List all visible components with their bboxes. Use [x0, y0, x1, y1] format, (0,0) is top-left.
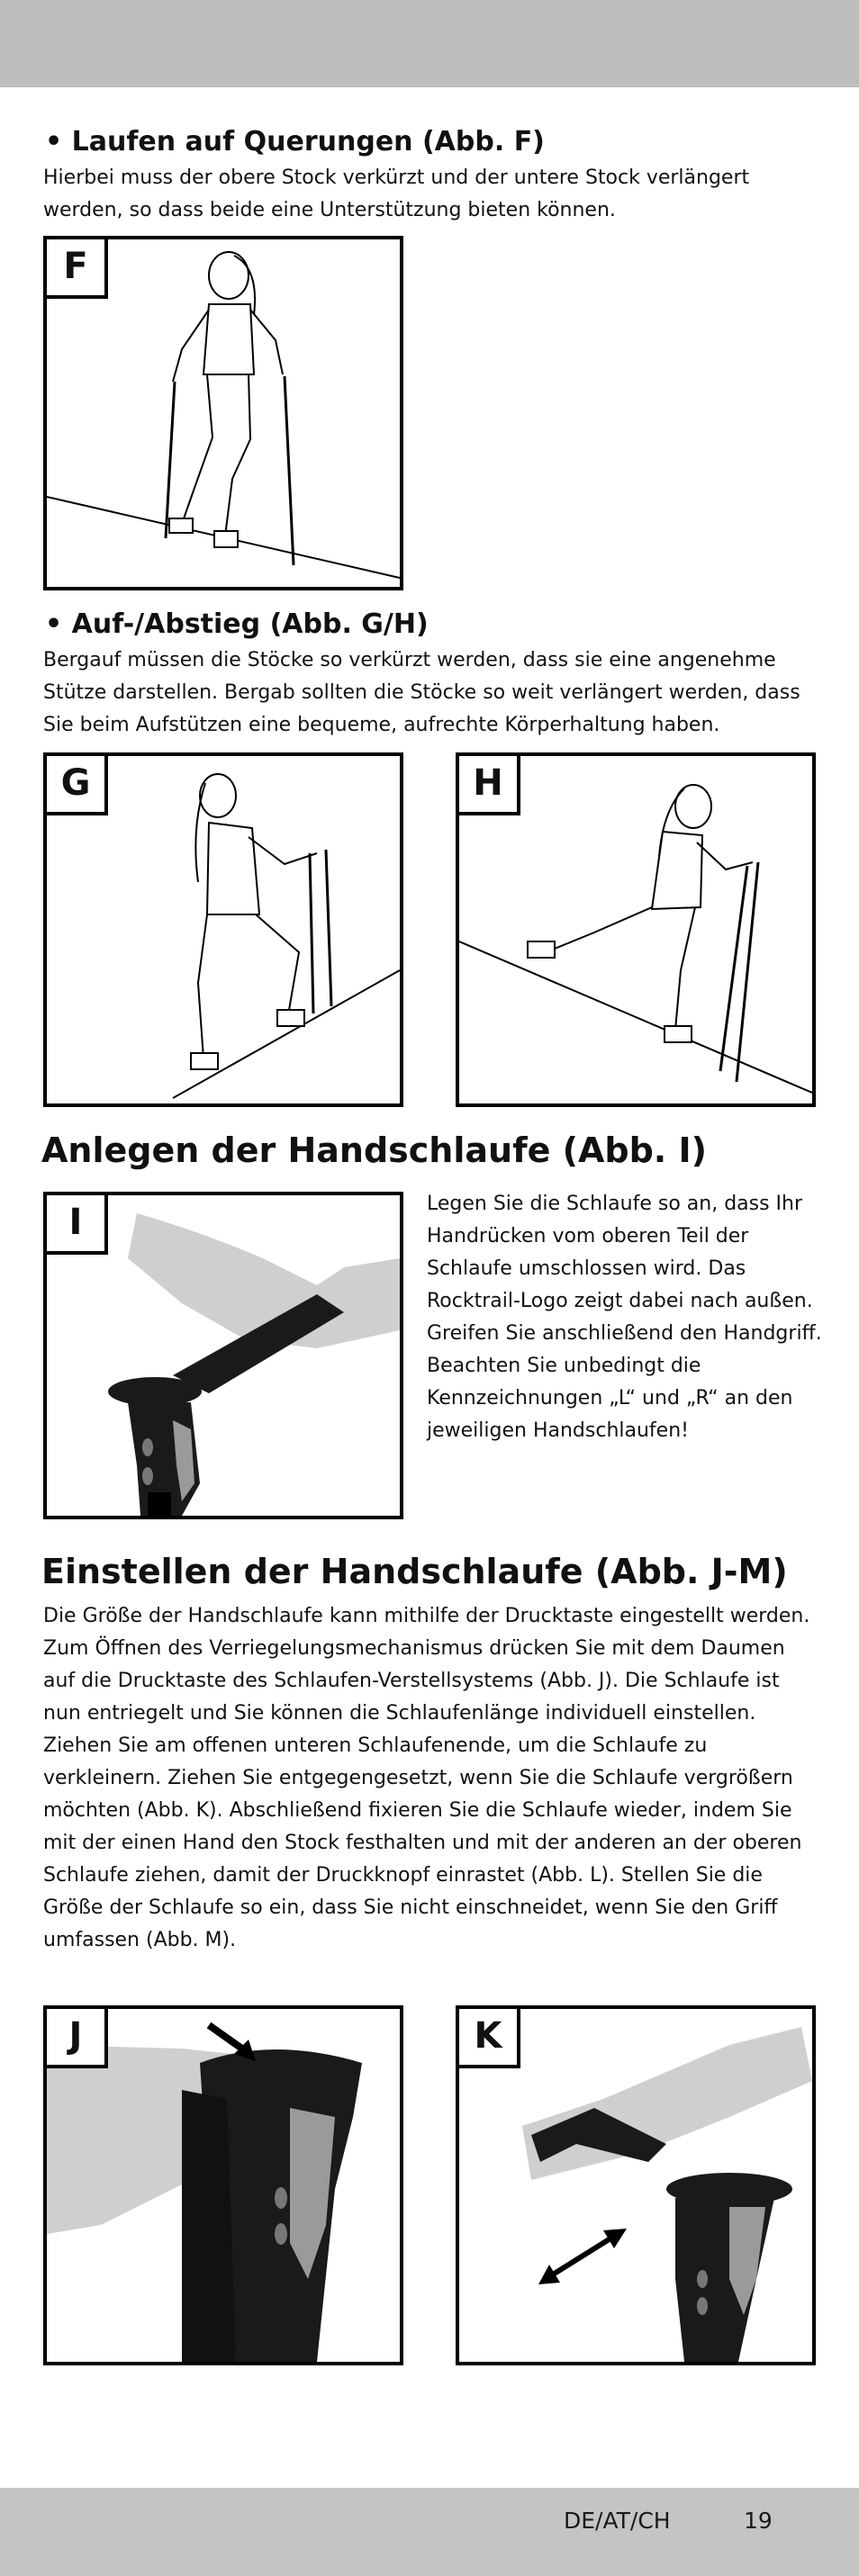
- figure-label-h: H: [459, 756, 520, 815]
- footer-language: DE/AT/CH: [564, 2508, 671, 2534]
- text-aufabstieg: Bergauf müssen die Stöcke so verkürzt werden, dass sie eine angenehme Stütze darstellen. Bergab sollten die Stöcke so weit verlängert werden, dass Sie beim Aufstützen eine bequeme, aufrechte Körperhaltung haben.: [43, 649, 800, 736]
- heading-anlegen: Anlegen der Handschlaufe (Abb. I): [41, 1130, 707, 1170]
- figure-k: [456, 2005, 816, 2365]
- figure-f: [43, 236, 403, 590]
- figure-label-k: K: [459, 2009, 520, 2068]
- figure-h: [456, 752, 816, 1107]
- figure-label-g: G: [47, 756, 108, 815]
- text-anlegen: Legen Sie die Schlaufe so an, dass Ihr Handrücken vom oberen Teil der Schlaufe umschlossen wird. Das Rocktrail-Logo zeigt dabei nach außen. Greifen Sie anschließend den Handgriff. Beachten Sie unbedingt die Kennzeichnungen „L“ und „R“ an den jeweiligen Handschlaufen!: [427, 1193, 822, 1442]
- figure-j: [43, 2005, 403, 2365]
- page-number: 19: [744, 2508, 773, 2534]
- figure-label-i: I: [47, 1195, 108, 1255]
- footer-bar: [0, 2488, 859, 2576]
- top-bar: [0, 0, 859, 87]
- heading-querungen: • Laufen auf Querungen (Abb. F): [45, 126, 545, 158]
- figure-g: [43, 752, 403, 1107]
- figure-i: [43, 1192, 403, 1519]
- text-querungen: Hierbei muss der obere Stock verkürzt und der untere Stock verlängert werden, so dass beide eine Unterstützung bieten können.: [43, 167, 750, 221]
- figure-label-j: J: [47, 2009, 108, 2068]
- text-einstellen: Die Größe der Handschlaufe kann mithilfe der Drucktaste eingestellt werden. Zum Öffnen des Verriegelungsmechanismus drücken Sie mit dem Daumen auf die Drucktaste des Schlaufen-Verstellsystems (Abb. J). Die Schlaufe ist nun entriegelt und Sie können die Schlaufenlänge individuell einstellen. Ziehen Sie am offenen unteren Schlaufenende, um die Schlaufe zu verkleinern. Ziehen Sie entgegengesetzt, wenn Sie die Schlaufe vergrößern möchten (Abb. K). Abschließend fixieren Sie die Schlaufe wieder, indem Sie mit der einen Hand den Stock festhalten und mit der anderen an der oberen Schlaufe ziehen, damit der Druckknopf einrastet (Abb. L). Stellen Sie die Größe der Schlaufe so ein, dass Sie nicht einschneidet, wenn Sie den Griff umfassen (Abb. M).: [43, 1605, 810, 1951]
- heading-aufabstieg: • Auf-/Abstieg (Abb. G/H): [45, 608, 429, 640]
- figure-label-f: F: [47, 239, 108, 299]
- heading-einstellen: Einstellen der Handschlaufe (Abb. J-M): [41, 1552, 788, 1591]
